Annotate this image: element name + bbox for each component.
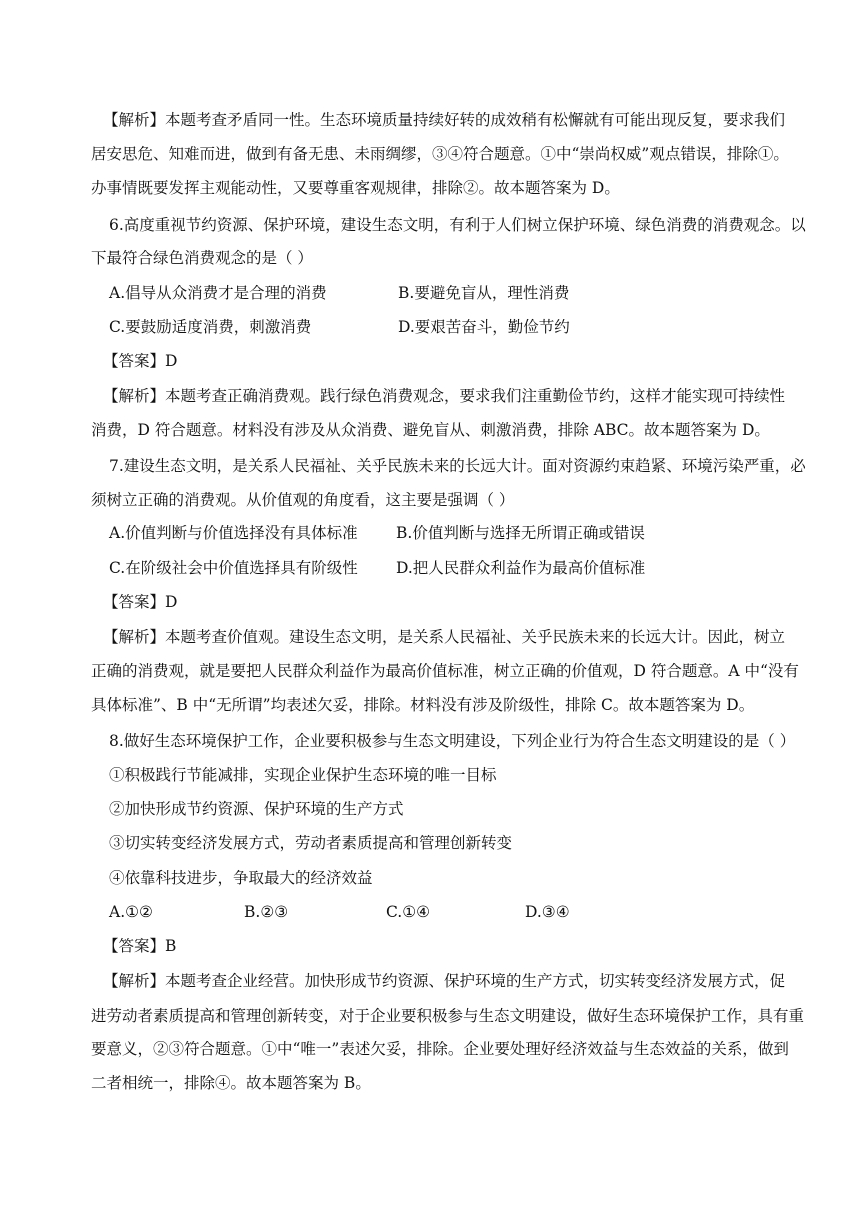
q8-answer: 【答案】B — [103, 937, 177, 955]
q8-analysis-line-2: 进劳动者素质提高和管理创新转变，对于企业要积极参与生态文明建设，做好生态环境保护工作，具有重 — [91, 1007, 805, 1025]
q6-analysis-line-1: 【解析】本题考查正确消费观。践行绿色消费观念，要求我们注重勤俭节约，这样才能实现可持续性 — [103, 387, 786, 405]
q8-item-4: ④依靠科技进步，争取最大的经济效益 — [109, 869, 373, 887]
q6-option-b: B.要避免盲从，理性消费 — [398, 284, 570, 302]
q7-option-b: B.价值判断与选择无所谓正确或错误 — [396, 524, 645, 542]
q6-analysis-line-2: 消费，D 符合题意。材料没有涉及从众消费、避免盲从、刺激消费，排除 ABC。故本题答案为 D。 — [91, 421, 770, 439]
q8-option-a: A.①② — [109, 903, 153, 921]
q8-item-1: ①积极践行节能减排，实现企业保护生态环境的唯一目标 — [109, 766, 497, 784]
q8-stem-line-1: 8.做好生态环境保护工作，企业要积极参与生态文明建设，下列企业行为符合生态文明建设的是（ ） — [109, 732, 796, 750]
q7-stem-line-2: 须树立正确的消费观。从价值观的角度看，这主要是强调（ ） — [91, 491, 515, 509]
q7-analysis-line-2: 正确的消费观，就是要把人民群众利益作为最高价值标准，树立正确的价值观，D 符合题意。A 中“没有 — [91, 662, 799, 680]
q7-option-d: D.把人民群众利益作为最高价值标准 — [396, 559, 646, 577]
q5-analysis-line-3: 办事情既要发挥主观能动性，又要尊重客观规律，排除②。故本题答案为 D。 — [91, 179, 620, 197]
q7-analysis-line-3: 具体标准”、B 中“无所谓”均表述欠妥，排除。材料没有涉及阶级性，排除 C。故本题答案为 D。 — [91, 696, 755, 714]
q7-analysis-line-1: 【解析】本题考查价值观。建设生态文明，是关系人民福祉、关乎民族未来的长远大计。因此，树立 — [103, 628, 786, 646]
q7-option-a: A.价值判断与价值选择没有具体标准 — [109, 524, 358, 542]
q5-analysis-line-1: 【解析】本题考查矛盾同一性。生态环境质量持续好转的成效稍有松懈就有可能出现反复，要求我们 — [103, 111, 786, 129]
q8-analysis-line-3: 要意义，②③符合题意。①中“唯一”表述欠妥，排除。企业要处理好经济效益与生态效益的关系，做到 — [91, 1040, 789, 1058]
q7-answer: 【答案】D — [103, 593, 178, 611]
q8-analysis-line-1: 【解析】本题考查企业经营。加快形成节约资源、保护环境的生产方式，切实转变经济发展方式，促 — [103, 972, 786, 990]
q8-item-3: ③切实转变经济发展方式，劳动者素质提高和管理创新转变 — [109, 834, 513, 852]
q6-option-c: C.要鼓励适度消费，刺激消费 — [109, 318, 312, 336]
q8-option-d: D.③④ — [525, 903, 570, 921]
q5-analysis-line-2: 居安思危、知难而进，做到有备无患、未雨绸缪，③④符合题意。①中“崇尚权威”观点错误，排除①。 — [91, 145, 789, 163]
q6-answer: 【答案】D — [103, 352, 178, 370]
q8-option-b: B.②③ — [244, 903, 289, 921]
q8-analysis-line-4: 二者相统一，排除④。故本题答案为 B。 — [91, 1074, 371, 1092]
q7-stem-line-1: 7.建设生态文明，是关系人民福祉、关乎民族未来的长远大计。面对资源约束趋紧、环境污染严重，必 — [109, 457, 806, 475]
q6-option-d: D.要艰苦奋斗，勤俭节约 — [398, 318, 570, 336]
q7-option-c: C.在阶级社会中价值选择具有阶级性 — [109, 559, 358, 577]
q8-item-2: ②加快形成节约资源、保护环境的生产方式 — [109, 800, 404, 818]
q6-stem-line-2: 下最符合绿色消费观念的是（ ） — [91, 249, 313, 267]
q6-stem-line-1: 6.高度重视节约资源、保护环境，建设生态文明，有利于人们树立保护环境、绿色消费的消费观念。以 — [109, 216, 806, 234]
q6-option-a: A.倡导从众消费才是合理的消费 — [109, 284, 327, 302]
q8-option-c: C.①④ — [386, 903, 431, 921]
